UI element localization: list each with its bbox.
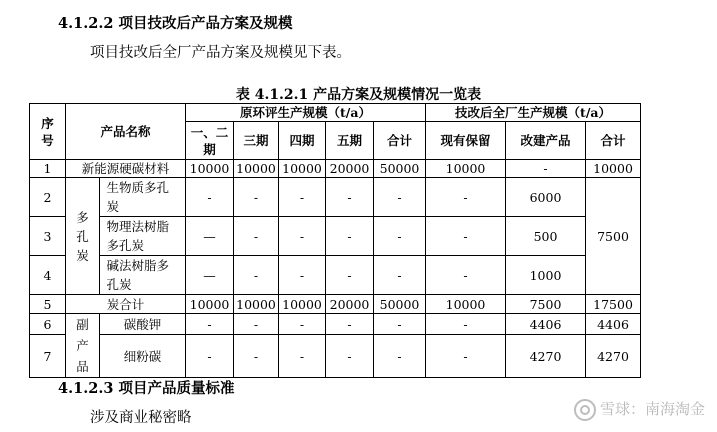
table-row [30,314,641,335]
cell-rebuilt: 500 [506,217,586,256]
cell-existing: - [426,335,506,378]
cell-rebuilt: 6000 [506,178,586,217]
cell-phase-1-2: — [186,217,234,256]
cell-phase-4: - [279,256,326,295]
header-original-eia-scale: 原环评生产规模（t/a） [186,104,426,122]
header-phase-1-2-line2: 期 [203,141,216,157]
intro-paragraph: 项目技改后全厂产品方案及规模见下表。 [90,45,351,61]
cell-phase-5: 20000 [326,160,374,178]
table-row [30,217,641,256]
cell-rebuilt: 4270 [506,335,586,378]
group-by-products [66,314,100,378]
cell-seq: 4 [30,256,66,295]
snowball-logo-icon [574,399,596,421]
group-porous-char-1: 多 [76,209,89,225]
cell-total-original: - [374,217,426,256]
cell-phase-1-2: - [186,314,234,335]
cell-total-original: - [374,314,426,335]
cell-seq: 2 [30,178,66,217]
cell-existing: 10000 [426,295,506,314]
cell-name: 新能源硬碳材料 [66,160,186,178]
header-total-original: 合计 [374,122,426,160]
cell-name-text: 生物质多孔炭 [106,180,170,214]
cell-phase-3: - [234,178,279,217]
cell-phase-5: - [326,314,374,335]
cell-phase-4: - [279,314,326,335]
cell-phase-5: - [326,178,374,217]
group-by-char-3: 品 [76,359,89,374]
table-row [30,295,641,314]
section-heading-quality-standard: 4.1.2.3 项目产品质量标准 [58,380,235,397]
cell-seq: 1 [30,160,66,178]
cell-name [100,256,186,295]
header-total-new: 合计 [586,122,641,160]
cell-name [100,178,186,217]
cell-phase-1-2: - [186,335,234,378]
header-phase-4: 四期 [279,122,326,160]
cell-existing: 10000 [426,160,506,178]
cell-phase-5: - [326,335,374,378]
cell-existing: - [426,217,506,256]
cell-total-original: - [374,178,426,217]
table-row [30,160,641,178]
cell-phase-4: - [279,335,326,378]
header-post-renovation-scale: 技改后全厂生产规模（t/a） [426,104,641,122]
cell-phase-5: - [326,217,374,256]
cell-phase-3: 10000 [234,295,279,314]
cell-phase-1-2: — [186,256,234,295]
cell-rebuilt: 4406 [506,314,586,335]
cell-phase-3: - [234,256,279,295]
group-porous-carbon [66,178,100,295]
header-existing-retained: 现有保留 [426,122,506,160]
header-product-name: 产品名称 [66,104,186,160]
cell-phase-5: 20000 [326,295,374,314]
header-rebuilt-products: 改建产品 [506,122,586,160]
cell-phase-1-2: - [186,178,234,217]
cell-phase-3: - [234,217,279,256]
cell-seq: 7 [30,335,66,378]
watermark [574,398,705,421]
cell-phase-1-2: 10000 [186,160,234,178]
cell-total-original: - [374,256,426,295]
cell-total-original: 50000 [374,295,426,314]
cell-total-original: - [374,335,426,378]
group-by-char-1: 副 [76,317,89,332]
cell-phase-3: 10000 [234,160,279,178]
cell-name: 炭合计 [66,295,186,314]
cell-phase-3: - [234,335,279,378]
group-by-char-2: 产 [76,338,89,353]
cell-seq: 6 [30,314,66,335]
cell-phase-1-2: 10000 [186,295,234,314]
cell-rebuilt: 7500 [506,295,586,314]
cell-total-new: 17500 [586,295,641,314]
group-porous-char-3: 炭 [76,247,89,263]
cell-phase-4: 10000 [279,295,326,314]
table-caption: 表 4.1.2.1 产品方案及规模情况一览表 [235,87,482,103]
header-seq-line2: 号 [41,132,54,148]
header-seq-line1: 序 [41,115,54,131]
cell-rebuilt: - [506,160,586,178]
table-row [30,178,641,217]
cell-name-text: 碱法树脂多孔炭 [106,258,170,292]
cell-name-text: 物理法树脂多孔炭 [106,219,170,253]
cell-existing: - [426,256,506,295]
cell-total-new: 10000 [586,160,641,178]
cell-total-new-porous: 7500 [586,178,641,295]
header-phase-5: 五期 [326,122,374,160]
cell-rebuilt: 1000 [506,256,586,295]
cell-name: 细粉碳 [100,335,186,378]
group-porous-char-2: 孔 [76,228,89,244]
header-seq [30,104,66,160]
watermark-text: 雪球：南海淘金 [599,400,705,418]
cell-phase-4: - [279,217,326,256]
cell-seq: 3 [30,217,66,256]
cell-name: 碳酸钾 [100,314,186,335]
cell-phase-4: 10000 [279,160,326,178]
table-row [30,256,641,295]
quality-standard-text: 涉及商业秘密略 [90,410,192,426]
header-phase-1-2 [186,122,234,160]
cell-seq: 5 [30,295,66,314]
cell-phase-5: - [326,256,374,295]
cell-name [100,217,186,256]
cell-total-original: 50000 [374,160,426,178]
section-heading-product-plan: 4.1.2.2 项目技改后产品方案及规模 [58,15,293,32]
table-row [30,335,641,378]
cell-total-new: 4270 [586,335,641,378]
cell-existing: - [426,178,506,217]
cell-phase-3: - [234,314,279,335]
cell-existing: - [426,314,506,335]
cell-total-new: 4406 [586,314,641,335]
cell-phase-4: - [279,178,326,217]
header-phase-3: 三期 [234,122,279,160]
header-phase-1-2-line1: 一、二 [190,124,229,140]
product-plan-table [29,103,641,378]
